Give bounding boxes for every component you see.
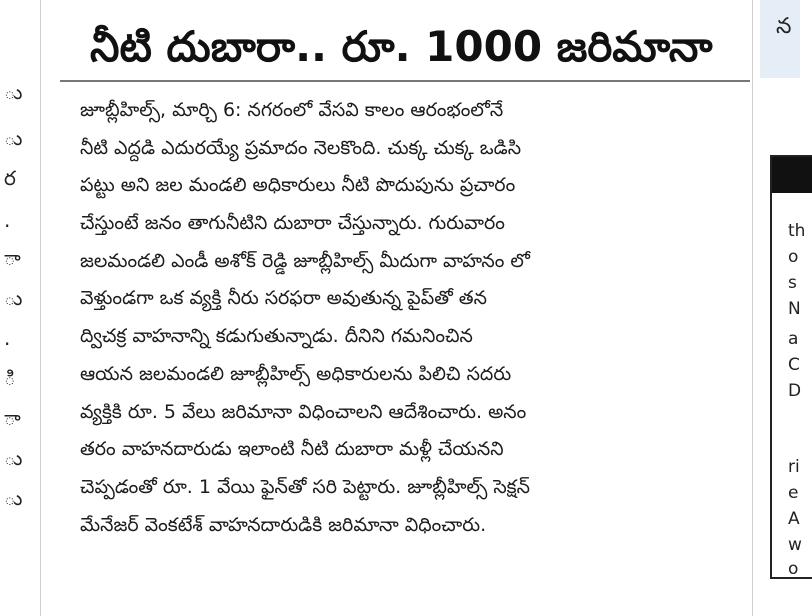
left-fragment: ు (4, 80, 23, 104)
left-fragment: ు (4, 286, 23, 310)
article-line: వెళ్తుండగా ఒక వ్యక్తి నీరు సరఫరా అవుతున్న పైప్‌తో తన (80, 287, 487, 310)
left-fragment: ా (4, 406, 21, 430)
article-line: చెప్పడంతో రూ. 1 వేయి ఫైన్‌తో సరి పెట్టారు. జూబ్లీహిల్స్ సెక్షన్ (80, 475, 530, 498)
left-fragment: ా (4, 246, 21, 270)
column-divider (40, 0, 41, 616)
article-body (80, 92, 720, 544)
article-line: జూబ్లీహిల్స్, మార్చి 6: నగరంలో వేసవి కాలం ఆరంభంలోనే (80, 99, 504, 121)
left-fragment: ర (4, 166, 16, 190)
article-line: వ్యక్తికి రూ. 5 వేలు జరిమానా విధించాలని ఆదేశించారు. అనం (80, 400, 527, 423)
left-fragment: ు (4, 126, 23, 150)
right-fragment: C (788, 355, 800, 375)
right-fragment: o (788, 559, 799, 579)
right-fragment: s (788, 273, 797, 293)
article-line: తరం వాహనదారుడు ఇలాంటి నీటి దుబారా మళ్లీ చేయనని (80, 438, 504, 461)
left-fragment: ు (4, 446, 23, 470)
right-fragment: o (788, 247, 799, 267)
article-line: చేస్తుంటే జనం తాగునీటిని దుబారా చేస్తున్నారు. గురువారం (80, 212, 505, 235)
article-headline: నీటి దుబారా.. రూ. 1000 జరిమానా (90, 22, 713, 71)
right-fragment: a (788, 329, 799, 349)
article-line: ఆయన జలమండలి జూబ్లీహిల్స్ అధికారులను పిలిచి సదరు (80, 362, 512, 385)
left-fragment: ి (4, 366, 16, 390)
right-fragment: D (788, 381, 802, 401)
right-fragment: w (788, 535, 802, 555)
right-fragment: e (788, 483, 799, 503)
boxed-column-header-bar (772, 157, 812, 193)
right-fragment: th (788, 221, 806, 241)
left-fragment: . (4, 208, 11, 232)
right-top-panel-fragment (760, 0, 800, 78)
article-line: జలమండలి ఎండీ అశోక్ రెడ్డి జూబ్లీహిల్స్ మీదుగా వాహనం లో (80, 249, 530, 272)
right-boxed-column-fragment (770, 155, 812, 579)
news-article (60, 0, 750, 616)
right-fragment: N (788, 299, 801, 319)
right-top-fragment: న (776, 14, 792, 39)
article-line: మేనేజర్ వెంకటేశ్ వాహనదారుడికి జరిమానా విధించారు. (80, 513, 487, 536)
right-fragment: ri (788, 457, 800, 477)
headline-rule (60, 80, 750, 82)
right-fragment: A (788, 509, 800, 529)
article-line: పట్టు అని జల మండలి అధికారులు నీటి పొదుపును ప్రచారం (80, 174, 516, 197)
article-line: నీటి ఎద్దడి ఎదురయ్యే ప్రమాదం నెలకొంది. చుక్క చుక్క ఒడిసి (80, 136, 522, 159)
left-column-fragment (0, 60, 22, 600)
left-fragment: . (4, 326, 11, 350)
article-line: ద్విచక్ర వాహనాన్ని కడుగుతున్నాడు. దీనిని గమనించిన (80, 325, 473, 348)
left-fragment: ు (4, 486, 23, 510)
column-divider (752, 0, 753, 616)
